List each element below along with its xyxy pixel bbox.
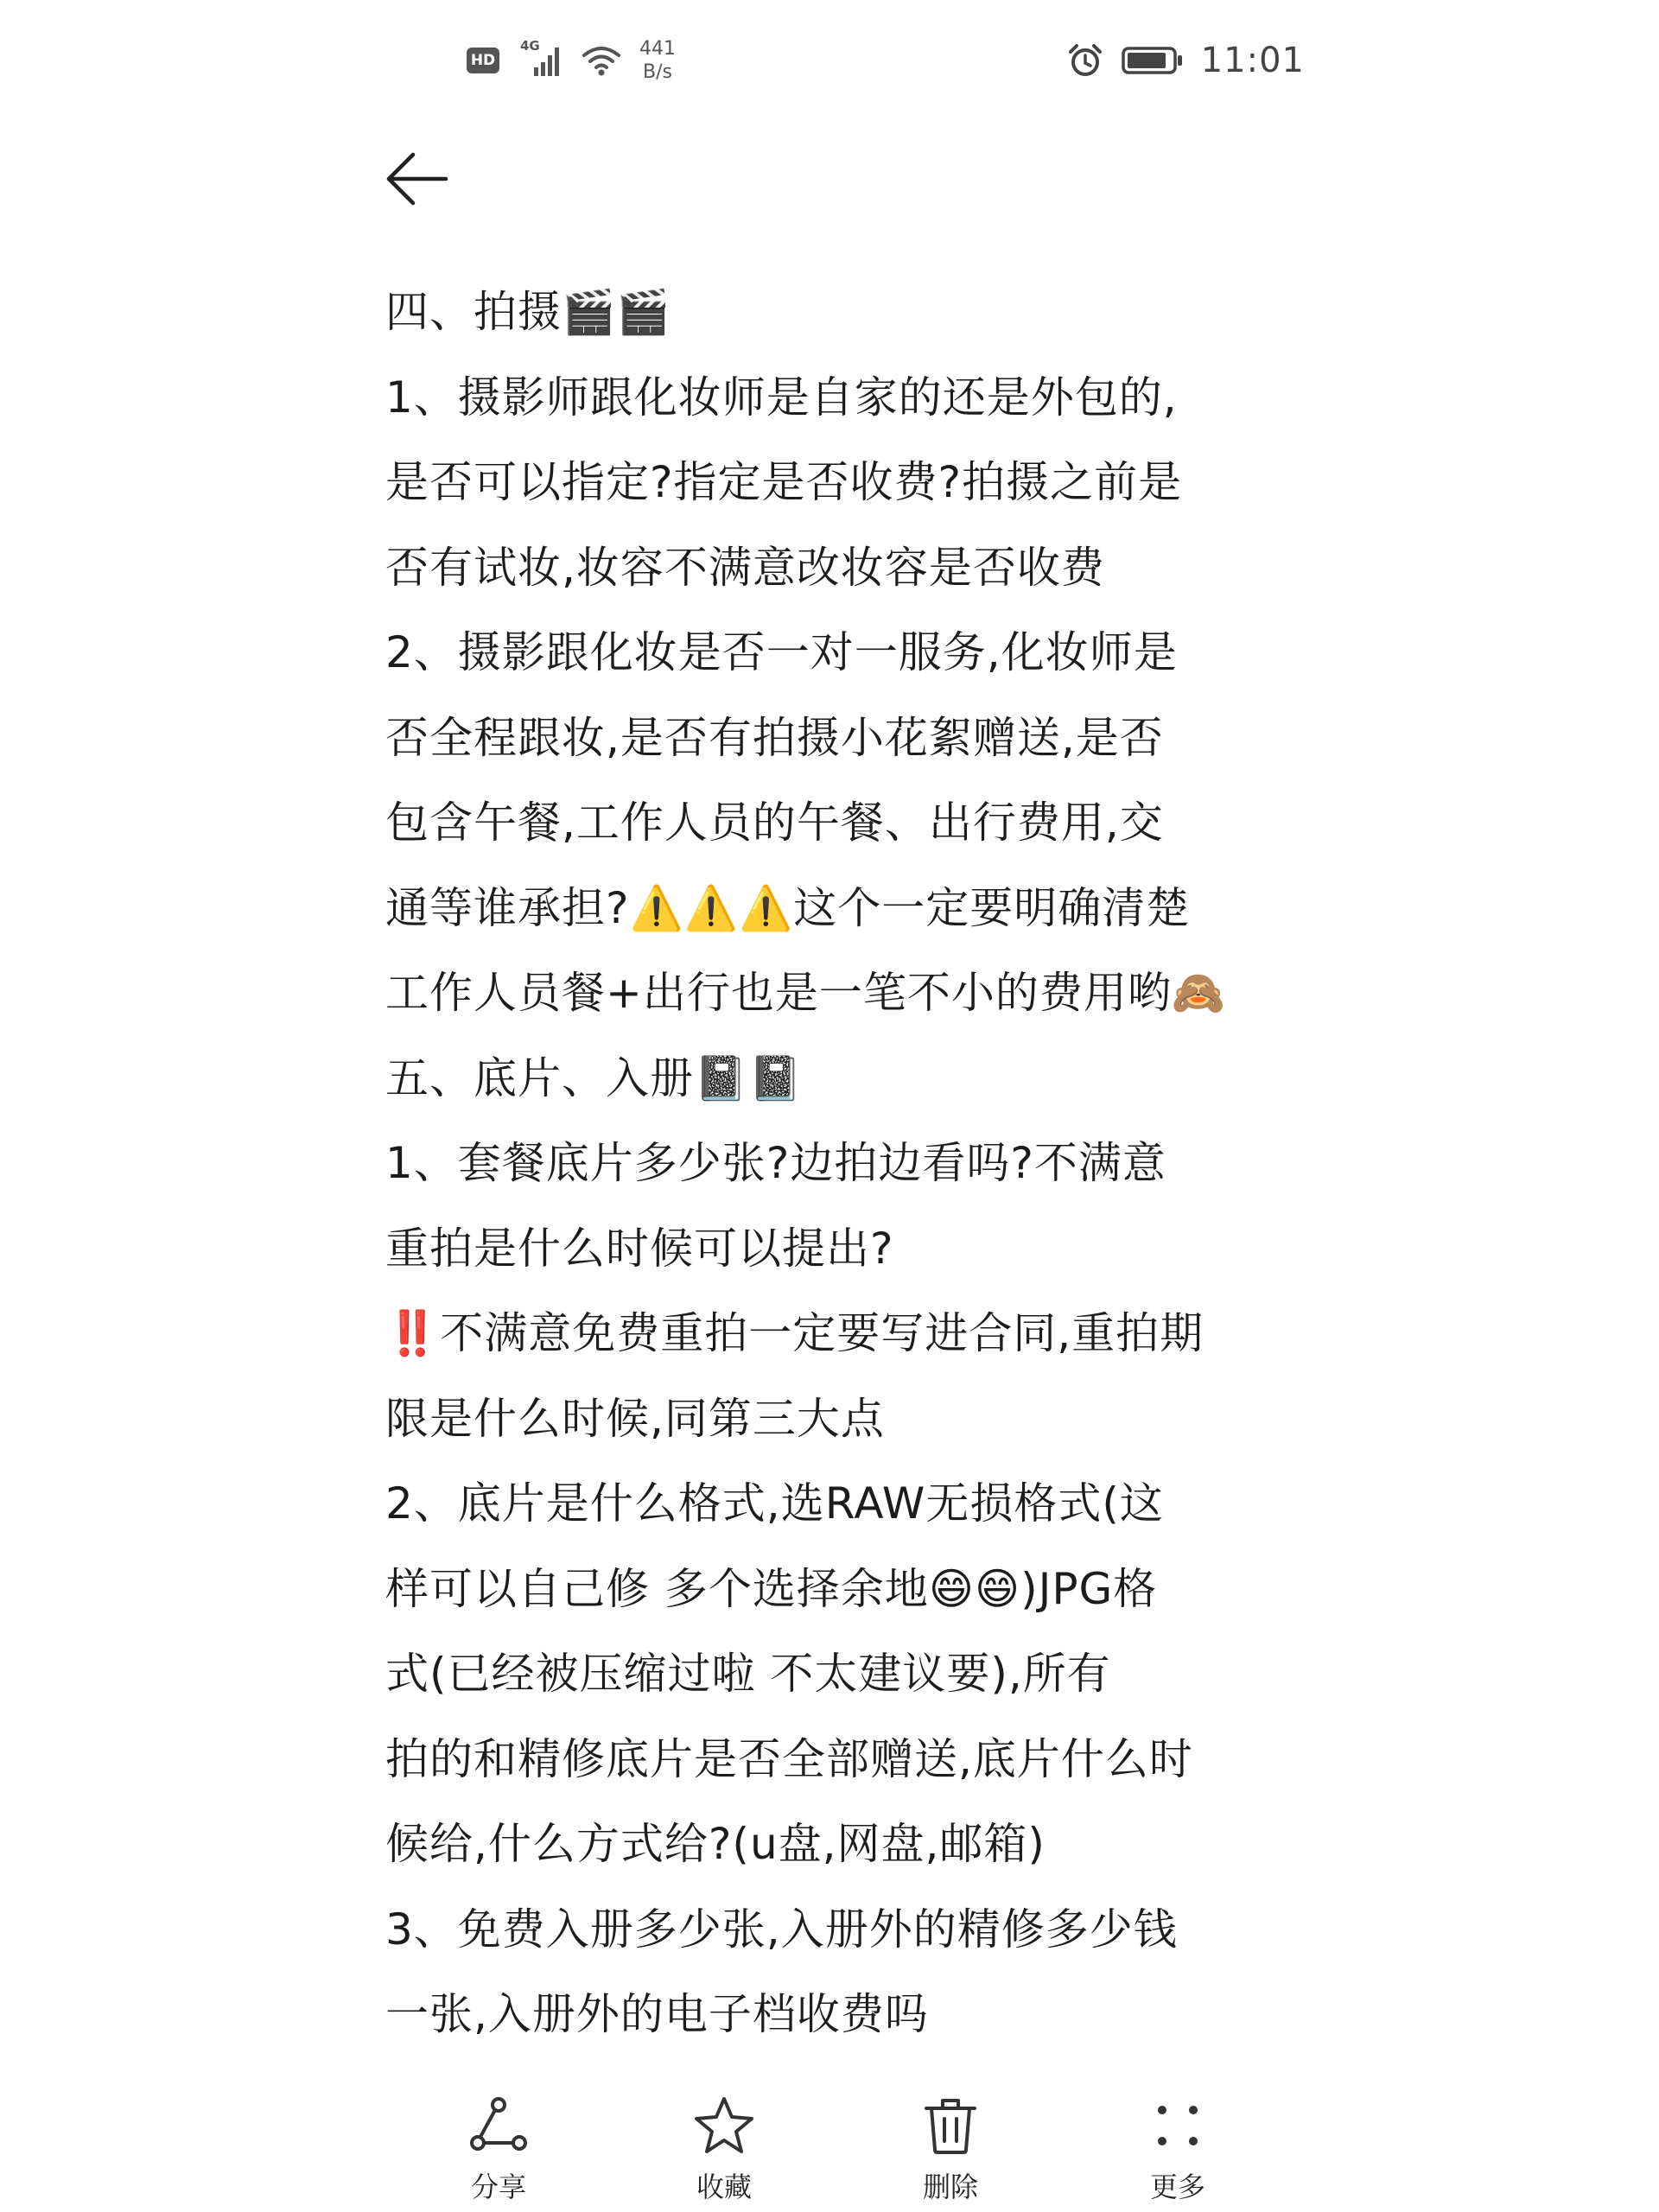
alarm-icon bbox=[1066, 41, 1104, 79]
note-line: 式(已经被压缩过啦 不太建议要),所有 bbox=[385, 1649, 1111, 1699]
hd-badge: HD bbox=[467, 48, 499, 73]
share-label: 分享 bbox=[470, 2171, 526, 2203]
note-line: 2、底片是什么格式,选RAW无损格式(这 bbox=[385, 1478, 1164, 1529]
note-content[interactable] bbox=[385, 270, 1293, 2057]
back-arrow-icon bbox=[384, 150, 449, 207]
more-button[interactable] bbox=[1091, 2093, 1264, 2205]
clock-time: 11:01 bbox=[1200, 41, 1305, 80]
share-button[interactable] bbox=[412, 2093, 585, 2205]
signal-icon bbox=[520, 38, 563, 78]
status-bar bbox=[0, 0, 1659, 121]
share-icon bbox=[464, 2093, 533, 2158]
favorite-button[interactable] bbox=[638, 2093, 810, 2205]
note-line: 2、摄影跟化妆是否一对一服务,化妆师是 bbox=[385, 627, 1178, 677]
note-line: 五、底片、入册📓📓 bbox=[385, 1052, 804, 1103]
wifi-icon bbox=[581, 43, 622, 78]
bottom-toolbar bbox=[0, 2074, 1659, 2212]
note-line: 候给,什么方式给?(u盘,网盘,邮箱) bbox=[385, 1819, 1046, 1869]
note-line: 工作人员餐+出行也是一笔不小的费用哟🙈 bbox=[385, 968, 1227, 1018]
note-line: 样可以自己修 多个选择余地😄😄)JPG格 bbox=[385, 1563, 1158, 1614]
note-line: 1、套餐底片多少张?边拍边看吗?不满意 bbox=[385, 1138, 1166, 1188]
battery-icon bbox=[1122, 43, 1184, 78]
network-speed bbox=[639, 37, 676, 84]
note-line: 通等谁承担?⚠️⚠️⚠️这个一定要明确清楚 bbox=[385, 882, 1191, 933]
star-icon bbox=[690, 2093, 759, 2158]
note-line: 包含午餐,工作人员的午餐、出行费用,交 bbox=[385, 798, 1164, 848]
status-right-group bbox=[1066, 33, 1305, 88]
note-line: 3、免费入册多少张,入册外的精修多少钱 bbox=[385, 1904, 1178, 1955]
note-line: 限是什么时候,同第三大点 bbox=[385, 1393, 885, 1444]
note-line: 四、拍摄🎬🎬 bbox=[385, 287, 671, 337]
network-speed-value: 441 bbox=[639, 38, 676, 60]
note-line: 是否可以指定?指定是否收费?拍摄之前是 bbox=[385, 457, 1183, 507]
delete-button[interactable] bbox=[864, 2093, 1037, 2205]
network-type-label: 4G bbox=[520, 38, 540, 54]
network-speed-unit: B/s bbox=[643, 61, 672, 83]
back-button[interactable] bbox=[380, 145, 453, 213]
delete-label: 删除 bbox=[922, 2171, 978, 2203]
note-line: ‼️不满意免费重拍一定要写进合同,重拍期 bbox=[385, 1308, 1205, 1358]
note-line: 一张,入册外的电子档收费吗 bbox=[385, 1989, 929, 2039]
note-line: 1、摄影师跟化妆师是自家的还是外包的, bbox=[385, 372, 1178, 423]
more-label: 更多 bbox=[1149, 2171, 1205, 2203]
favorite-label: 收藏 bbox=[696, 2171, 752, 2203]
note-line: 否全程跟妆,是否有拍摄小花絮赠送,是否 bbox=[385, 712, 1164, 763]
note-line: 重拍是什么时候可以提出? bbox=[385, 1223, 894, 1274]
note-line: 否有试妆,妆容不满意改妆容是否收费 bbox=[385, 542, 1105, 593]
status-left-group bbox=[467, 33, 676, 88]
more-dots-icon bbox=[1143, 2093, 1212, 2158]
trash-icon bbox=[916, 2093, 985, 2158]
note-line: 拍的和精修底片是否全部赠送,底片什么时 bbox=[385, 1733, 1193, 1784]
